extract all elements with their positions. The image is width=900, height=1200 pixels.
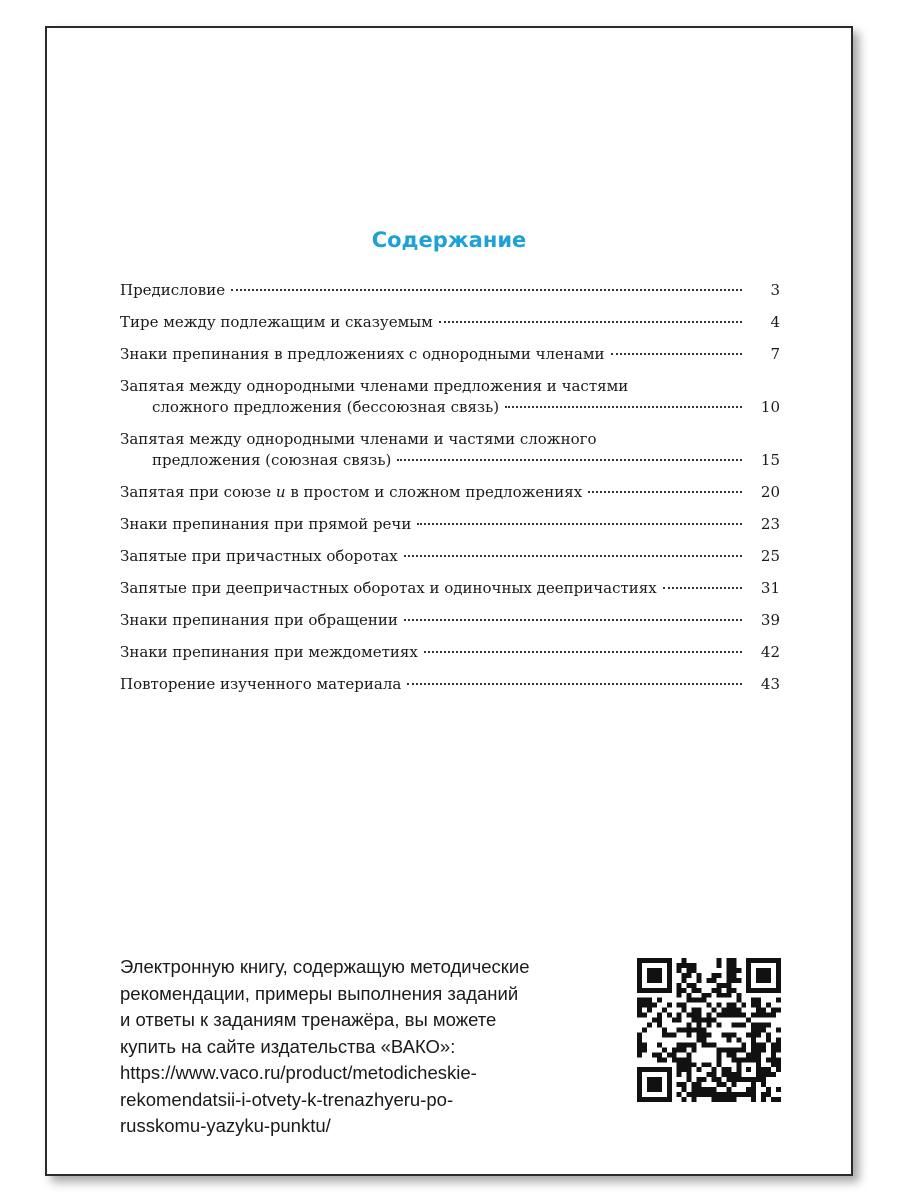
table-of-contents — [120, 280, 780, 706]
toc-page-number: 43 — [760, 675, 780, 693]
toc-entry-title-italic: и — [275, 483, 286, 501]
toc-entry-title-part: Запятая при союзе — [120, 483, 276, 501]
toc-entry-title: Знаки препинания при прямой речи — [120, 515, 412, 533]
note-link-line[interactable]: russkomu-yazyku-punktu/ — [120, 1115, 331, 1136]
note-line: рекомендации, примеры выполнения заданий — [120, 982, 519, 1004]
toc-page-number: 25 — [760, 547, 780, 565]
dot-leader — [439, 321, 742, 323]
toc-entry-title: Запятая между однородными членами предложения и частями — [120, 377, 629, 395]
toc-entry-title: Запятые при причастных оборотах — [120, 547, 398, 565]
toc-page-number: 23 — [760, 515, 780, 533]
toc-page-number: 4 — [770, 313, 780, 331]
toc-entry[interactable] — [120, 610, 780, 631]
toc-page-number: 10 — [760, 398, 780, 416]
dot-leader — [404, 555, 742, 557]
toc-page-number: 3 — [770, 281, 780, 299]
note-link-line[interactable]: https://www.vaco.ru/product/metodicheskie- — [120, 1062, 477, 1083]
toc-entry[interactable] — [120, 429, 780, 471]
dot-leader — [397, 459, 742, 461]
page-title: Содержание — [371, 228, 527, 252]
toc-page-number: 20 — [760, 483, 780, 501]
toc-entry[interactable] — [120, 546, 780, 567]
toc-entry-title: Знаки препинания в предложениях с однородными членами — [120, 345, 605, 363]
toc-page-number: 15 — [760, 451, 780, 469]
toc-page-number: 39 — [760, 611, 780, 629]
toc-page-number: 42 — [760, 643, 780, 661]
note-line: Электронную книгу, содержащую методические — [120, 956, 530, 977]
toc-entry-title: Повторение изученного материала — [120, 675, 402, 693]
dot-leader — [404, 619, 742, 621]
dot-leader — [417, 523, 742, 525]
toc-entry-title: Знаки препинания при междометиях — [120, 643, 418, 661]
toc-entry[interactable] — [120, 376, 780, 418]
qr-code-icon[interactable] — [637, 958, 781, 1102]
toc-page-number: 7 — [770, 345, 780, 363]
toc-entry[interactable] — [120, 344, 780, 365]
dot-leader — [231, 289, 742, 291]
dot-leader — [663, 587, 742, 589]
note-line: купить на сайте издательства «ВАКО»: — [120, 1035, 456, 1057]
toc-entry[interactable] — [120, 482, 780, 503]
document-page — [45, 26, 853, 1176]
dot-leader — [611, 353, 742, 355]
ebook-purchase-note — [120, 954, 630, 1140]
toc-entry-title-part: в простом и сложном предложениях — [285, 483, 583, 501]
toc-entry-title-continued: предложения (союзная связь) — [152, 451, 392, 469]
dot-leader — [424, 651, 742, 653]
note-link-line[interactable]: rekomendatsii-i-otvety-k-trenazhyeru-po- — [120, 1088, 454, 1110]
toc-entry-title: Знаки препинания при обращении — [120, 611, 398, 629]
toc-entry-title: Тире между подлежащим и сказуемым — [120, 313, 433, 331]
dot-leader — [407, 683, 742, 685]
toc-entry-title — [120, 482, 582, 503]
toc-entry[interactable] — [120, 642, 780, 663]
note-line: и ответы к заданиям тренажёра, вы можете — [120, 1009, 497, 1030]
toc-entry-title-continued: сложного предложения (бессоюзная связь) — [152, 398, 500, 416]
toc-entry[interactable] — [120, 312, 780, 333]
toc-entry-title: Предисловие — [120, 281, 226, 299]
toc-entry-title: Запятая между однородными членами и частями сложного — [120, 430, 597, 448]
dot-leader — [588, 491, 742, 493]
dot-leader — [505, 406, 742, 408]
toc-entry[interactable] — [120, 674, 780, 695]
toc-entry[interactable] — [120, 280, 780, 301]
toc-entry[interactable] — [120, 578, 780, 599]
toc-entry[interactable] — [120, 514, 780, 535]
toc-page-number: 31 — [760, 579, 780, 597]
toc-entry-title: Запятые при деепричастных оборотах и одиночных деепричастиях — [120, 579, 657, 597]
